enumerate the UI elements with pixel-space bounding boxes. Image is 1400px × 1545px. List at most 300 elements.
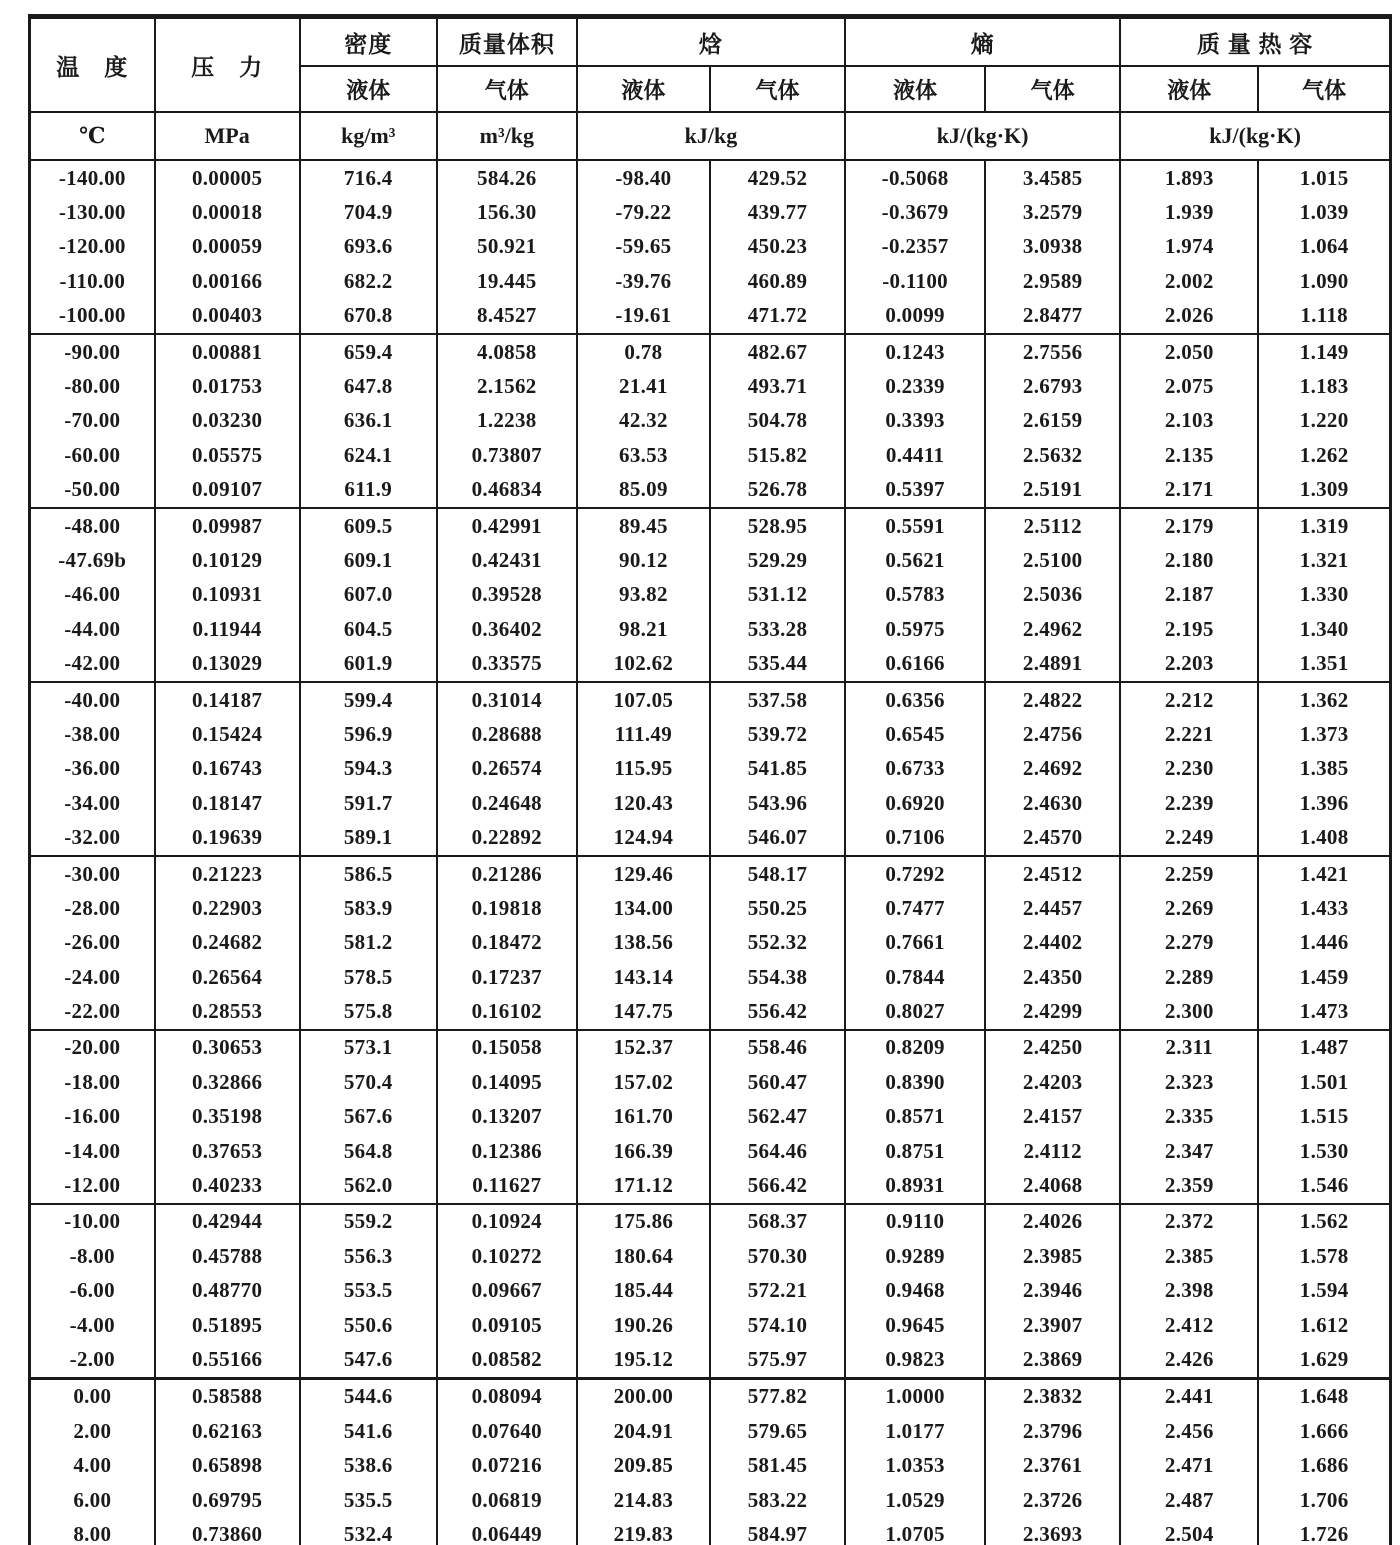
cell: 0.00005: [155, 160, 300, 195]
cell: 2.4112: [985, 1134, 1120, 1168]
cell: 185.44: [577, 1274, 710, 1308]
table-row: [30, 160, 1391, 195]
table-row: [30, 438, 1391, 472]
cell: 1.0705: [845, 1517, 985, 1545]
cell: 0.15424: [155, 717, 300, 751]
cell: 4.0858: [437, 334, 577, 369]
cell: 0.21286: [437, 856, 577, 891]
cell: -2.00: [30, 1342, 155, 1378]
cell: 1.578: [1258, 1239, 1390, 1273]
table-row: [30, 1308, 1391, 1342]
cell: 567.6: [300, 1100, 437, 1134]
cell: 586.5: [300, 856, 437, 891]
cell: 2.9589: [985, 264, 1120, 298]
cell: 152.37: [577, 1030, 710, 1065]
cell: 1.385: [1258, 752, 1390, 786]
cell: 0.33575: [437, 646, 577, 681]
cell: 0.5975: [845, 612, 985, 646]
cell: 596.9: [300, 717, 437, 751]
table-row: [30, 1448, 1391, 1482]
table-row: [30, 299, 1391, 334]
cell: 2.1562: [437, 369, 577, 403]
cell: 2.103: [1120, 404, 1258, 438]
cell: 583.9: [300, 891, 437, 925]
cell: 2.5112: [985, 508, 1120, 543]
cell: 1.562: [1258, 1204, 1390, 1239]
cell: 2.230: [1120, 752, 1258, 786]
cell: 0.03230: [155, 404, 300, 438]
cell: 0.7661: [845, 926, 985, 960]
cell: 138.56: [577, 926, 710, 960]
table-row: [30, 1030, 1391, 1065]
cell: 538.6: [300, 1448, 437, 1482]
cell: 1.546: [1258, 1168, 1390, 1203]
cell: 0.00018: [155, 195, 300, 229]
cell: 200.00: [577, 1378, 710, 1414]
cell: 3.0938: [985, 230, 1120, 264]
cell: -40.00: [30, 682, 155, 717]
cell: 581.2: [300, 926, 437, 960]
cell: 4.00: [30, 1448, 155, 1482]
cell: 0.10272: [437, 1239, 577, 1273]
cell: 2.359: [1120, 1168, 1258, 1203]
cell: 0.36402: [437, 612, 577, 646]
cell: 2.4822: [985, 682, 1120, 717]
cell: 0.19639: [155, 820, 300, 855]
cell: 2.4457: [985, 891, 1120, 925]
cell: 1.396: [1258, 786, 1390, 820]
cell: 19.445: [437, 264, 577, 298]
cell: -50.00: [30, 473, 155, 508]
cell: 2.4402: [985, 926, 1120, 960]
cell: 1.974: [1120, 230, 1258, 264]
cell: 0.00166: [155, 264, 300, 298]
cell: -130.00: [30, 195, 155, 229]
cell: 0.10924: [437, 1204, 577, 1239]
cell: 609.5: [300, 508, 437, 543]
table-row: [30, 473, 1391, 508]
cell: 0.8751: [845, 1134, 985, 1168]
cell: 1.530: [1258, 1134, 1390, 1168]
table-row: [30, 820, 1391, 855]
cell: -79.22: [577, 195, 710, 229]
table-row: [30, 752, 1391, 786]
cell: 1.0000: [845, 1378, 985, 1414]
cell: 21.41: [577, 369, 710, 403]
cell: 2.050: [1120, 334, 1258, 369]
subheader-enthalpy-liquid: 液体: [577, 66, 710, 112]
table-row: [30, 1168, 1391, 1203]
cell: 2.412: [1120, 1308, 1258, 1342]
cell: 147.75: [577, 994, 710, 1029]
cell: 2.3693: [985, 1517, 1120, 1545]
cell: 559.2: [300, 1204, 437, 1239]
cell: 1.666: [1258, 1414, 1390, 1448]
cell: 591.7: [300, 786, 437, 820]
cell: 704.9: [300, 195, 437, 229]
cell: 533.28: [710, 612, 845, 646]
cell: 2.4756: [985, 717, 1120, 751]
cell: -20.00: [30, 1030, 155, 1065]
cell: 2.212: [1120, 682, 1258, 717]
cell: 553.5: [300, 1274, 437, 1308]
table-row: [30, 1342, 1391, 1378]
cell: 2.279: [1120, 926, 1258, 960]
cell: 2.4157: [985, 1100, 1120, 1134]
cell: 554.38: [710, 960, 845, 994]
cell: 581.45: [710, 1448, 845, 1482]
cell: 0.4411: [845, 438, 985, 472]
cell: 2.002: [1120, 264, 1258, 298]
cell: 1.473: [1258, 994, 1390, 1029]
cell: 504.78: [710, 404, 845, 438]
cell: 2.4692: [985, 752, 1120, 786]
cell: 0.48770: [155, 1274, 300, 1308]
cell: -60.00: [30, 438, 155, 472]
header-entropy: 熵: [845, 17, 1120, 67]
cell: 0.9823: [845, 1342, 985, 1378]
cell: 3.2579: [985, 195, 1120, 229]
table-row: [30, 994, 1391, 1029]
table-row: [30, 856, 1391, 891]
cell: 604.5: [300, 612, 437, 646]
cell: 93.82: [577, 578, 710, 612]
table-row: [30, 1378, 1391, 1414]
cell: 124.94: [577, 820, 710, 855]
cell: 0.5591: [845, 508, 985, 543]
cell: 583.22: [710, 1483, 845, 1517]
cell: 2.4512: [985, 856, 1120, 891]
cell: 0.26574: [437, 752, 577, 786]
cell: 2.398: [1120, 1274, 1258, 1308]
cell: 0.10931: [155, 578, 300, 612]
cell: 515.82: [710, 438, 845, 472]
cell: 129.46: [577, 856, 710, 891]
cell: 219.83: [577, 1517, 710, 1545]
cell: 716.4: [300, 160, 437, 195]
cell: 0.73860: [155, 1517, 300, 1545]
cell: 532.4: [300, 1517, 437, 1545]
cell: 541.6: [300, 1414, 437, 1448]
cell: 2.6159: [985, 404, 1120, 438]
cell: 0.2339: [845, 369, 985, 403]
cell: 2.3946: [985, 1274, 1120, 1308]
cell: -36.00: [30, 752, 155, 786]
table-row: [30, 646, 1391, 681]
cell: 0.0099: [845, 299, 985, 334]
unit-entropy: kJ/(kg·K): [845, 112, 1120, 160]
cell: 572.21: [710, 1274, 845, 1308]
header-temperature: 温 度: [30, 17, 155, 113]
cell: 1.501: [1258, 1065, 1390, 1099]
cell: 89.45: [577, 508, 710, 543]
cell: 1.648: [1258, 1378, 1390, 1414]
cell: 541.85: [710, 752, 845, 786]
cell: 562.47: [710, 1100, 845, 1134]
cell: 594.3: [300, 752, 437, 786]
cell: 0.7477: [845, 891, 985, 925]
cell: 0.00059: [155, 230, 300, 264]
cell: 0.6356: [845, 682, 985, 717]
cell: 535.5: [300, 1483, 437, 1517]
cell: 584.97: [710, 1517, 845, 1545]
cell: -28.00: [30, 891, 155, 925]
cell: 180.64: [577, 1239, 710, 1273]
cell: 550.6: [300, 1308, 437, 1342]
header-density: 密度: [300, 17, 437, 67]
cell: 2.471: [1120, 1448, 1258, 1482]
cell: 1.362: [1258, 682, 1390, 717]
subheader-volume-gas: 气体: [437, 66, 577, 112]
cell: 0.7844: [845, 960, 985, 994]
cell: 120.43: [577, 786, 710, 820]
cell: -26.00: [30, 926, 155, 960]
cell: 0.07216: [437, 1448, 577, 1482]
cell: -48.00: [30, 508, 155, 543]
cell: 659.4: [300, 334, 437, 369]
cell: 2.385: [1120, 1239, 1258, 1273]
cell: -6.00: [30, 1274, 155, 1308]
cell: 548.17: [710, 856, 845, 891]
cell: 564.8: [300, 1134, 437, 1168]
cell: -140.00: [30, 160, 155, 195]
cell: 0.28553: [155, 994, 300, 1029]
cell: 111.49: [577, 717, 710, 751]
cell: 2.00: [30, 1414, 155, 1448]
table-row: [30, 334, 1391, 369]
cell: 161.70: [577, 1100, 710, 1134]
cell: 166.39: [577, 1134, 710, 1168]
cell: 0.12386: [437, 1134, 577, 1168]
cell: -16.00: [30, 1100, 155, 1134]
cell: 2.487: [1120, 1483, 1258, 1517]
cell: 1.893: [1120, 160, 1258, 195]
cell: 204.91: [577, 1414, 710, 1448]
cell: 2.5036: [985, 578, 1120, 612]
cell: 156.30: [437, 195, 577, 229]
header-heat-capacity: 质 量 热 容: [1120, 17, 1390, 67]
cell: 575.97: [710, 1342, 845, 1378]
cell: 526.78: [710, 473, 845, 508]
subheader-heat-capacity-liquid: 液体: [1120, 66, 1258, 112]
cell: 2.075: [1120, 369, 1258, 403]
cell: 2.4068: [985, 1168, 1120, 1203]
cell: 564.46: [710, 1134, 845, 1168]
cell: 579.65: [710, 1414, 845, 1448]
cell: 195.12: [577, 1342, 710, 1378]
cell: 0.42991: [437, 508, 577, 543]
header-pressure: 压 力: [155, 17, 300, 113]
cell: 6.00: [30, 1483, 155, 1517]
subheader-entropy-gas: 气体: [985, 66, 1120, 112]
cell: 2.441: [1120, 1378, 1258, 1414]
cell: 482.67: [710, 334, 845, 369]
unit-mass-volume: m³/kg: [437, 112, 577, 160]
cell: 0.6920: [845, 786, 985, 820]
table-row: [30, 230, 1391, 264]
cell: 0.51895: [155, 1308, 300, 1342]
cell: 1.459: [1258, 960, 1390, 994]
table-body: [30, 160, 1391, 1545]
cell: 1.446: [1258, 926, 1390, 960]
cell: 2.4250: [985, 1030, 1120, 1065]
cell: 0.73807: [437, 438, 577, 472]
cell: -0.1100: [845, 264, 985, 298]
cell: -120.00: [30, 230, 155, 264]
cell: 1.330: [1258, 578, 1390, 612]
cell: 0.45788: [155, 1239, 300, 1273]
subheader-density-liquid: 液体: [300, 66, 437, 112]
table-row: [30, 195, 1391, 229]
cell: 577.82: [710, 1378, 845, 1414]
cell: 1.064: [1258, 230, 1390, 264]
cell: 0.00403: [155, 299, 300, 334]
cell: 1.262: [1258, 438, 1390, 472]
cell: 0.78: [577, 334, 710, 369]
cell: 0.14095: [437, 1065, 577, 1099]
table-row: [30, 1483, 1391, 1517]
cell: 2.335: [1120, 1100, 1258, 1134]
cell: -110.00: [30, 264, 155, 298]
cell: 2.4630: [985, 786, 1120, 820]
cell: 134.00: [577, 891, 710, 925]
cell: -0.2357: [845, 230, 985, 264]
cell: 589.1: [300, 820, 437, 855]
cell: 2.4891: [985, 646, 1120, 681]
cell: 0.22892: [437, 820, 577, 855]
cell: 2.3796: [985, 1414, 1120, 1448]
cell: -10.00: [30, 1204, 155, 1239]
cell: -24.00: [30, 960, 155, 994]
cell: 531.12: [710, 578, 845, 612]
cell: 584.26: [437, 160, 577, 195]
table-row: [30, 891, 1391, 925]
cell: 2.4350: [985, 960, 1120, 994]
cell: 2.4570: [985, 820, 1120, 855]
cell: 2.426: [1120, 1342, 1258, 1378]
cell: 1.149: [1258, 334, 1390, 369]
cell: 98.21: [577, 612, 710, 646]
cell: 537.58: [710, 682, 845, 717]
cell: 2.221: [1120, 717, 1258, 751]
cell: 2.4962: [985, 612, 1120, 646]
cell: -30.00: [30, 856, 155, 891]
cell: 0.9468: [845, 1274, 985, 1308]
cell: 599.4: [300, 682, 437, 717]
cell: -19.61: [577, 299, 710, 334]
cell: 0.28688: [437, 717, 577, 751]
cell: 0.55166: [155, 1342, 300, 1378]
cell: 609.1: [300, 543, 437, 577]
subheader-enthalpy-gas: 气体: [710, 66, 845, 112]
table-row: [30, 926, 1391, 960]
cell: 607.0: [300, 578, 437, 612]
cell: 546.07: [710, 820, 845, 855]
cell: 2.372: [1120, 1204, 1258, 1239]
cell: 0.16102: [437, 994, 577, 1029]
cell: 171.12: [577, 1168, 710, 1203]
cell: 0.15058: [437, 1030, 577, 1065]
cell: 0.09987: [155, 508, 300, 543]
cell: 693.6: [300, 230, 437, 264]
table-row: [30, 1065, 1391, 1099]
cell: 0.26564: [155, 960, 300, 994]
cell: 2.269: [1120, 891, 1258, 925]
cell: 0.9289: [845, 1239, 985, 1273]
cell: 550.25: [710, 891, 845, 925]
cell: 0.40233: [155, 1168, 300, 1203]
cell: 2.8477: [985, 299, 1120, 334]
cell: 3.4585: [985, 160, 1120, 195]
cell: 2.3726: [985, 1483, 1120, 1517]
cell: -46.00: [30, 578, 155, 612]
cell: 0.16743: [155, 752, 300, 786]
table-row: [30, 1414, 1391, 1448]
cell: -18.00: [30, 1065, 155, 1099]
cell: 439.77: [710, 195, 845, 229]
cell: 566.42: [710, 1168, 845, 1203]
cell: 1.183: [1258, 369, 1390, 403]
cell: 0.18472: [437, 926, 577, 960]
cell: 2.6793: [985, 369, 1120, 403]
cell: 2.300: [1120, 994, 1258, 1029]
cell: 2.7556: [985, 334, 1120, 369]
cell: 544.6: [300, 1378, 437, 1414]
cell: 460.89: [710, 264, 845, 298]
cell: 175.86: [577, 1204, 710, 1239]
table-row: [30, 1100, 1391, 1134]
cell: 573.1: [300, 1030, 437, 1065]
table-row: [30, 717, 1391, 751]
cell: 0.07640: [437, 1414, 577, 1448]
cell: 0.46834: [437, 473, 577, 508]
cell: -0.5068: [845, 160, 985, 195]
cell: 0.11627: [437, 1168, 577, 1203]
unit-density: kg/m³: [300, 112, 437, 160]
saturation-properties-table: [28, 14, 1392, 1545]
cell: -4.00: [30, 1308, 155, 1342]
cell: 0.19818: [437, 891, 577, 925]
cell: 2.289: [1120, 960, 1258, 994]
cell: 0.18147: [155, 786, 300, 820]
table-header: [30, 17, 1391, 161]
cell: -22.00: [30, 994, 155, 1029]
cell: 8.00: [30, 1517, 155, 1545]
cell: 552.32: [710, 926, 845, 960]
cell: 471.72: [710, 299, 845, 334]
cell: 2.3907: [985, 1308, 1120, 1342]
cell: 1.433: [1258, 891, 1390, 925]
cell: 2.5191: [985, 473, 1120, 508]
cell: 2.5632: [985, 438, 1120, 472]
cell: 2.347: [1120, 1134, 1258, 1168]
table-row: [30, 786, 1391, 820]
cell: 0.01753: [155, 369, 300, 403]
cell: 601.9: [300, 646, 437, 681]
cell: 0.32866: [155, 1065, 300, 1099]
cell: 568.37: [710, 1204, 845, 1239]
cell: 450.23: [710, 230, 845, 264]
cell: 0.21223: [155, 856, 300, 891]
table-row: [30, 404, 1391, 438]
cell: 636.1: [300, 404, 437, 438]
cell: 0.7106: [845, 820, 985, 855]
cell: 1.686: [1258, 1448, 1390, 1482]
cell: 2.3985: [985, 1239, 1120, 1273]
cell: 0.5621: [845, 543, 985, 577]
cell: 0.37653: [155, 1134, 300, 1168]
cell: 1.319: [1258, 508, 1390, 543]
